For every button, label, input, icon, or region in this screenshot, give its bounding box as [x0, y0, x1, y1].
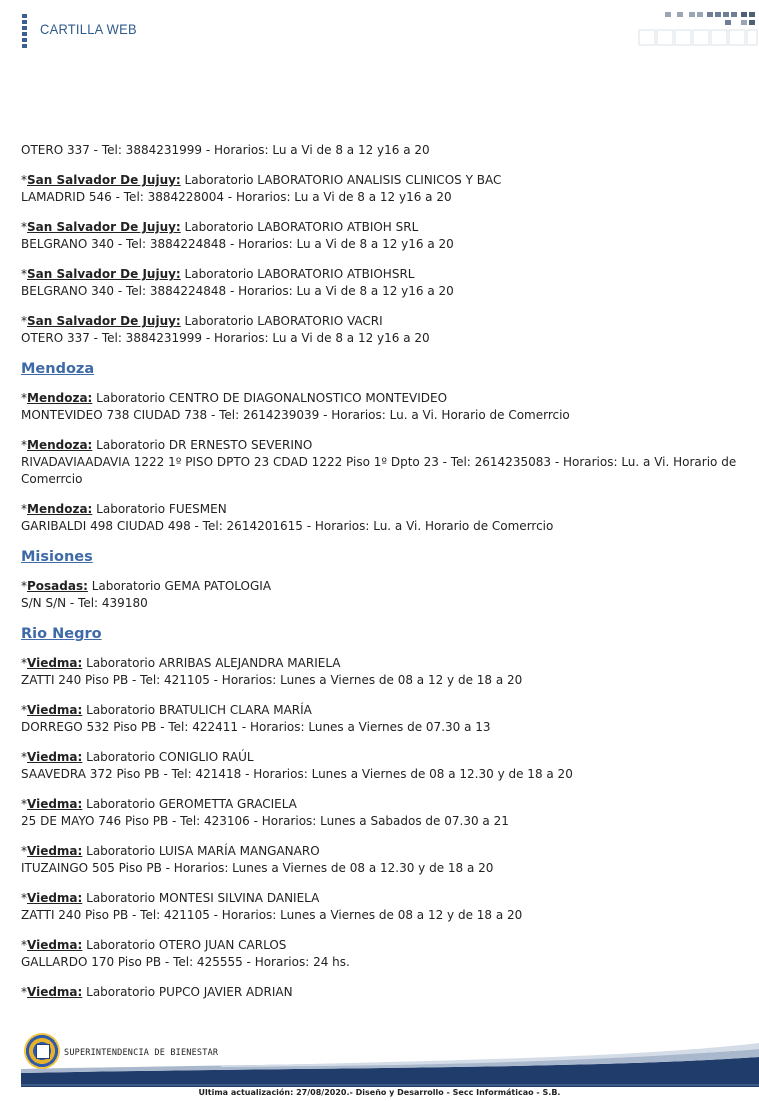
- entry-bullet: *: [21, 844, 27, 858]
- entry-title-line: [21, 655, 739, 672]
- list-item: [21, 749, 739, 783]
- header-accent-bar: [22, 14, 27, 48]
- institution-logo-icon: [24, 1033, 60, 1069]
- entry-title-line: [21, 702, 739, 719]
- entry-title-line: [21, 313, 739, 330]
- entry-lab-name: Laboratorio MONTESI SILVINA DANIELA: [82, 891, 320, 905]
- entry-bullet: *: [21, 750, 27, 764]
- footer-wave-band: [21, 1039, 759, 1087]
- entry-location: San Salvador De Jujuy:: [27, 220, 181, 234]
- entry-location: Mendoza:: [27, 502, 93, 516]
- entry-bullet: *: [21, 173, 27, 187]
- entry-address: MONTEVIDEO 738 CIUDAD 738 - Tel: 2614239039 - Horarios: Lu. a Vi. Horario de Comerrcio: [21, 408, 570, 422]
- entry-location: Viedma:: [27, 891, 83, 905]
- footer-organization: SUPERINTENDENCIA DE BIENESTAR: [64, 1048, 219, 1058]
- entry-bullet: *: [21, 938, 27, 952]
- entry-location: Mendoza:: [27, 438, 93, 452]
- entry-location: Viedma:: [27, 750, 83, 764]
- entry-title-line: [21, 578, 739, 595]
- entry-address: GALLARDO 170 Piso PB - Tel: 425555 - Horarios: 24 hs.: [21, 955, 350, 969]
- list-item: [21, 702, 739, 736]
- entry-title-line: [21, 749, 739, 766]
- list-item: [21, 578, 739, 612]
- entry-location: Viedma:: [27, 844, 83, 858]
- entry-title-line: [21, 219, 739, 236]
- entry-address: GARIBALDI 498 CIUDAD 498 - Tel: 2614201615 - Horarios: Lu. a Vi. Horario de Comerrcio: [21, 519, 554, 533]
- entry-address: OTERO 337 - Tel: 3884231999 - Horarios: Lu a Vi de 8 a 12 y16 a 20: [21, 331, 430, 345]
- entry-lab-name: Laboratorio CONIGLIO RAÚL: [82, 750, 254, 764]
- page-footer: [0, 1025, 759, 1101]
- footer-update-line: Ultima actualización: 27/08/2020.- Diseño y Desarrollo - Secc Informáticao - S.B.: [198, 1088, 561, 1097]
- entry-bullet: *: [21, 220, 27, 234]
- entry-title-line: [21, 984, 739, 1001]
- entry-bullet: *: [21, 656, 27, 670]
- list-item: [21, 266, 739, 300]
- entry-bullet: *: [21, 267, 27, 281]
- list-item: [21, 501, 739, 535]
- entry-title-line: [21, 172, 739, 189]
- entry-bullet: *: [21, 703, 27, 717]
- entry-address: S/N S/N - Tel: 439180: [21, 596, 148, 610]
- entry-title-line: [21, 266, 739, 283]
- entry-lab-name: Laboratorio ARRIBAS ALEJANDRA MARIELA: [82, 656, 341, 670]
- entry-bullet: *: [21, 891, 27, 905]
- entry-bullet: *: [21, 985, 27, 999]
- entry-title-line: [21, 390, 739, 407]
- entry-bullet: *: [21, 579, 27, 593]
- entry-address: SAAVEDRA 372 Piso PB - Tel: 421418 - Horarios: Lunes a Viernes de 08 a 12.30 y de 18 a 20: [21, 767, 573, 781]
- entry-location: San Salvador De Jujuy:: [27, 267, 181, 281]
- header-squares-decoration: [637, 10, 759, 48]
- entry-lab-name: Laboratorio GEROMETTA GRACIELA: [82, 797, 297, 811]
- list-item: [21, 890, 739, 924]
- list-item: [21, 843, 739, 877]
- province-heading: Mendoza: [21, 361, 95, 377]
- list-item: [21, 172, 739, 206]
- entry-bullet: *: [21, 438, 27, 452]
- entry-bullet: *: [21, 797, 27, 811]
- list-item: [21, 655, 739, 689]
- entry-title-line: [21, 796, 739, 813]
- entry-bullet: *: [21, 391, 27, 405]
- entry-address: 25 DE MAYO 746 Piso PB - Tel: 423106 - Horarios: Lunes a Sabados de 07.30 a 21: [21, 814, 509, 828]
- province-heading: Rio Negro: [21, 626, 102, 642]
- entry-location: Viedma:: [27, 656, 83, 670]
- lab-directory: [21, 142, 739, 1014]
- entry-title-line: [21, 890, 739, 907]
- list-item: [21, 142, 739, 159]
- entry-address: RIVADAVIAADAVIA 1222 1º PISO DPTO 23 CDAD 1222 Piso 1º Dpto 23 - Tel: 2614235083 - Horarios: Lu. a Vi. Horario de Comerrcio: [21, 455, 737, 486]
- entry-lab-name: Laboratorio LABORATORIO VACRI: [180, 314, 383, 328]
- entry-location: Viedma:: [27, 797, 83, 811]
- list-item: [21, 390, 739, 424]
- entry-title-line: [21, 437, 739, 454]
- entry-lab-name: Laboratorio PUPCO JAVIER ADRIAN: [82, 985, 293, 999]
- entry-location: San Salvador De Jujuy:: [27, 314, 181, 328]
- entry-lab-name: Laboratorio DR ERNESTO SEVERINO: [92, 438, 313, 452]
- entry-lab-name: Laboratorio BRATULICH CLARA MARÍA: [82, 703, 312, 717]
- entry-lab-name: Laboratorio CENTRO DE DIAGONALNOSTICO MONTEVIDEO: [92, 391, 448, 405]
- entry-location: Posadas:: [27, 579, 88, 593]
- entry-lab-name: Laboratorio LUISA MARÍA MANGANARO: [82, 844, 320, 858]
- entry-address: ITUZAINGO 505 Piso PB - Horarios: Lunes a Viernes de 08 a 12.30 y de 18 a 20: [21, 861, 494, 875]
- entry-title-line: [21, 501, 739, 518]
- list-item: [21, 796, 739, 830]
- entry-lab-name: Laboratorio OTERO JUAN CARLOS: [82, 938, 287, 952]
- entry-location: Mendoza:: [27, 391, 93, 405]
- list-item: [21, 937, 739, 971]
- entry-bullet: *: [21, 314, 27, 328]
- entry-address: BELGRANO 340 - Tel: 3884224848 - Horarios: Lu a Vi de 8 a 12 y16 a 20: [21, 284, 454, 298]
- entry-location: San Salvador De Jujuy:: [27, 173, 181, 187]
- entry-title-line: [21, 843, 739, 860]
- entry-location: Viedma:: [27, 938, 83, 952]
- entry-location: Viedma:: [27, 985, 83, 999]
- entry-lab-name: Laboratorio LABORATORIO ATBIOH SRL: [180, 220, 419, 234]
- entry-title-line: [21, 937, 739, 954]
- entry-lab-name: Laboratorio LABORATORIO ANALISIS CLINICOS Y BAC: [180, 173, 502, 187]
- entry-address: ZATTI 240 Piso PB - Tel: 421105 - Horarios: Lunes a Viernes de 08 a 12 y de 18 a 20: [21, 908, 523, 922]
- entry-address: ZATTI 240 Piso PB - Tel: 421105 - Horarios: Lunes a Viernes de 08 a 12 y de 18 a 20: [21, 673, 523, 687]
- list-item: [21, 313, 739, 347]
- entry-address: DORREGO 532 Piso PB - Tel: 422411 - Horarios: Lunes a Viernes de 07.30 a 13: [21, 720, 491, 734]
- list-item: [21, 437, 739, 488]
- entry-address: BELGRANO 340 - Tel: 3884224848 - Horarios: Lu a Vi de 8 a 12 y16 a 20: [21, 237, 454, 251]
- page-title: CARTILLA WEB: [40, 21, 137, 37]
- entry-lab-name: Laboratorio FUESMEN: [92, 502, 227, 516]
- list-item: [21, 984, 739, 1001]
- entry-lab-name: Laboratorio LABORATORIO ATBIOHSRL: [180, 267, 415, 281]
- province-heading: Misiones: [21, 549, 93, 565]
- entry-bullet: *: [21, 502, 27, 516]
- list-item: [21, 219, 739, 253]
- entry-location: Viedma:: [27, 703, 83, 717]
- entry-lab-name: Laboratorio GEMA PATOLOGIA: [87, 579, 272, 593]
- entry-address: LAMADRID 546 - Tel: 3884228004 - Horarios: Lu a Vi de 8 a 12 y16 a 20: [21, 190, 452, 204]
- entry-address: OTERO 337 - Tel: 3884231999 - Horarios: Lu a Vi de 8 a 12 y16 a 20: [21, 143, 430, 157]
- page-header: [0, 0, 759, 60]
